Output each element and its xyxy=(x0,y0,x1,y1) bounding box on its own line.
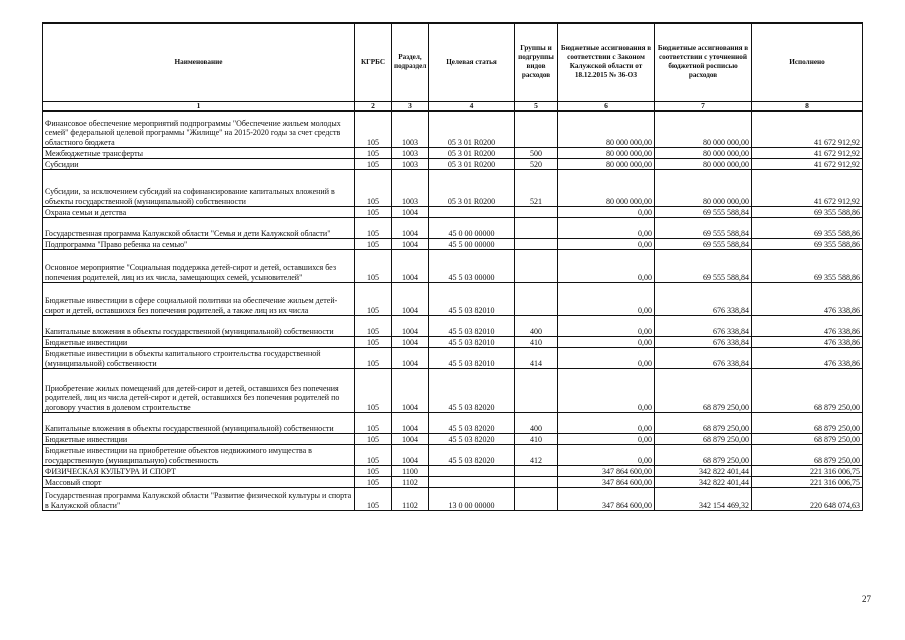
row-revised-allocation: 80 000 000,00 xyxy=(655,148,752,159)
row-revised-allocation: 676 338,84 xyxy=(655,316,752,337)
header-revised-allocation: Бюджетные ассигнования в соответствии с уточненной бюджетной росписью расходов xyxy=(655,23,752,101)
row-law-allocation: 0,00 xyxy=(558,316,655,337)
row-expense-type xyxy=(515,111,558,148)
row-target-article: 45 0 00 00000 xyxy=(429,218,515,239)
header-law-allocation: Бюджетные ассигнования в соответствии с Законом Калужской области от 18.12.2015 № 36-ОЗ xyxy=(558,23,655,101)
row-executed: 221 316 006,75 xyxy=(752,477,863,488)
row-target-article: 45 5 00 00000 xyxy=(429,239,515,250)
row-section: 1004 xyxy=(392,369,429,413)
row-kgrbs: 105 xyxy=(355,218,392,239)
column-number: 7 xyxy=(655,101,752,111)
row-revised-allocation: 80 000 000,00 xyxy=(655,170,752,207)
row-kgrbs: 105 xyxy=(355,413,392,434)
row-expense-type: 520 xyxy=(515,159,558,170)
row-kgrbs: 105 xyxy=(355,369,392,413)
row-executed: 68 879 250,00 xyxy=(752,434,863,445)
row-target-article: 45 5 03 82010 xyxy=(429,283,515,316)
row-target-article xyxy=(429,466,515,477)
row-expense-type: 500 xyxy=(515,148,558,159)
row-revised-allocation: 68 879 250,00 xyxy=(655,434,752,445)
row-law-allocation: 0,00 xyxy=(558,218,655,239)
row-kgrbs: 105 xyxy=(355,434,392,445)
row-target-article: 05 3 01 R0200 xyxy=(429,159,515,170)
row-expense-type xyxy=(515,488,558,511)
header-row xyxy=(43,23,863,101)
row-law-allocation: 80 000 000,00 xyxy=(558,170,655,207)
row-target-article: 45 5 03 82020 xyxy=(429,434,515,445)
column-number: 2 xyxy=(355,101,392,111)
row-law-allocation: 80 000 000,00 xyxy=(558,111,655,148)
row-section: 1003 xyxy=(392,170,429,207)
row-name: Приобретение жилых помещений для детей-сирот и детей, оставшихся без попечения родителей, лиц из числа детей-сирот и детей, оставшихся без попечения родителей по договору участия в долевом строительстве xyxy=(43,369,355,413)
row-name: Субсидии xyxy=(43,159,355,170)
row-expense-type: 410 xyxy=(515,337,558,348)
row-expense-type xyxy=(515,369,558,413)
row-expense-type xyxy=(515,239,558,250)
row-name: Финансовое обеспечение мероприятий подпрограммы "Обеспечение жильем молодых семей" федеральной целевой программы "Жилище" на 2015-2020 годы за счет средств областного бюджета xyxy=(43,111,355,148)
table-row xyxy=(43,159,863,170)
row-target-article xyxy=(429,477,515,488)
row-kgrbs: 105 xyxy=(355,159,392,170)
row-section: 1004 xyxy=(392,207,429,218)
table-row xyxy=(43,283,863,316)
row-law-allocation: 0,00 xyxy=(558,434,655,445)
row-name: Основное мероприятие "Социальная поддержка детей-сирот и детей, оставшихся без попечения родителей, лиц из их числа, замещающих семей, усыновителей" xyxy=(43,250,355,283)
row-law-allocation: 0,00 xyxy=(558,337,655,348)
row-executed: 69 355 588,86 xyxy=(752,250,863,283)
row-executed: 41 672 912,92 xyxy=(752,170,863,207)
row-revised-allocation: 69 555 588,84 xyxy=(655,218,752,239)
row-name: Государственная программа Калужской области "Семья и дети Калужской области" xyxy=(43,218,355,239)
row-revised-allocation: 68 879 250,00 xyxy=(655,369,752,413)
row-revised-allocation: 80 000 000,00 xyxy=(655,111,752,148)
row-kgrbs: 105 xyxy=(355,207,392,218)
column-number: 6 xyxy=(558,101,655,111)
row-revised-allocation: 69 555 588,84 xyxy=(655,207,752,218)
column-number: 8 xyxy=(752,101,863,111)
row-section: 1003 xyxy=(392,148,429,159)
row-name: Массовый спорт xyxy=(43,477,355,488)
row-kgrbs: 105 xyxy=(355,445,392,466)
row-law-allocation: 0,00 xyxy=(558,239,655,250)
row-expense-type: 414 xyxy=(515,348,558,369)
row-kgrbs: 105 xyxy=(355,111,392,148)
row-kgrbs: 105 xyxy=(355,316,392,337)
table-row xyxy=(43,337,863,348)
row-law-allocation: 347 864 600,00 xyxy=(558,477,655,488)
row-name: Бюджетные инвестиции xyxy=(43,434,355,445)
row-kgrbs: 105 xyxy=(355,466,392,477)
header-kgrbs: КГРБС xyxy=(355,23,392,101)
row-name: Субсидии, за исключением субсидий на софинансирование капитальных вложений в объекты государственной (муниципальной) собственности xyxy=(43,170,355,207)
row-kgrbs: 105 xyxy=(355,348,392,369)
row-name: Капитальные вложения в объекты государственной (муниципальной) собственности xyxy=(43,316,355,337)
row-name: Межбюджетные трансферты xyxy=(43,148,355,159)
table-row xyxy=(43,239,863,250)
row-kgrbs: 105 xyxy=(355,477,392,488)
row-kgrbs: 105 xyxy=(355,239,392,250)
row-target-article: 05 3 01 R0200 xyxy=(429,148,515,159)
row-revised-allocation: 676 338,84 xyxy=(655,337,752,348)
row-section: 1004 xyxy=(392,445,429,466)
table-row xyxy=(43,148,863,159)
row-revised-allocation: 69 555 588,84 xyxy=(655,239,752,250)
row-revised-allocation: 69 555 588,84 xyxy=(655,250,752,283)
row-target-article: 45 5 03 82010 xyxy=(429,316,515,337)
row-executed: 41 672 912,92 xyxy=(752,148,863,159)
column-number-row xyxy=(43,101,863,111)
row-section: 1004 xyxy=(392,218,429,239)
row-expense-type xyxy=(515,218,558,239)
row-name: Бюджетные инвестиции на приобретение объектов недвижимого имущества в государственную (муниципальную) собственность xyxy=(43,445,355,466)
table-row xyxy=(43,218,863,239)
row-executed: 476 338,86 xyxy=(752,283,863,316)
row-kgrbs: 105 xyxy=(355,283,392,316)
row-executed: 476 338,86 xyxy=(752,337,863,348)
row-target-article: 45 5 03 82020 xyxy=(429,445,515,466)
row-expense-type: 400 xyxy=(515,316,558,337)
row-expense-type: 410 xyxy=(515,434,558,445)
row-executed: 41 672 912,92 xyxy=(752,159,863,170)
row-revised-allocation: 80 000 000,00 xyxy=(655,159,752,170)
table-row xyxy=(43,316,863,337)
row-law-allocation: 0,00 xyxy=(558,369,655,413)
row-section: 1100 xyxy=(392,466,429,477)
page-number: 27 xyxy=(862,594,871,604)
column-number: 3 xyxy=(392,101,429,111)
column-number: 5 xyxy=(515,101,558,111)
row-law-allocation: 0,00 xyxy=(558,283,655,316)
row-name: Капитальные вложения в объекты государственной (муниципальной) собственности xyxy=(43,413,355,434)
row-executed: 69 355 588,86 xyxy=(752,218,863,239)
row-expense-type: 400 xyxy=(515,413,558,434)
row-kgrbs: 105 xyxy=(355,488,392,511)
row-name: Бюджетные инвестиции xyxy=(43,337,355,348)
row-section: 1004 xyxy=(392,239,429,250)
row-target-article: 45 5 03 82020 xyxy=(429,413,515,434)
row-expense-type xyxy=(515,466,558,477)
table-row xyxy=(43,170,863,207)
table-row xyxy=(43,348,863,369)
row-law-allocation: 347 864 600,00 xyxy=(558,466,655,477)
row-executed: 41 672 912,92 xyxy=(752,111,863,148)
row-expense-type xyxy=(515,477,558,488)
row-revised-allocation: 676 338,84 xyxy=(655,283,752,316)
row-kgrbs: 105 xyxy=(355,337,392,348)
row-law-allocation: 0,00 xyxy=(558,250,655,283)
row-name: Бюджетные инвестиции в сфере социальной политики на обеспечение жильем детей-сирот и детей, оставшихся без попечения родителей, а также лиц из их числа xyxy=(43,283,355,316)
header-target-article: Целевая статья xyxy=(429,23,515,101)
row-expense-type: 521 xyxy=(515,170,558,207)
row-target-article: 05 3 01 R0200 xyxy=(429,170,515,207)
row-executed: 221 316 006,75 xyxy=(752,466,863,477)
row-executed: 68 879 250,00 xyxy=(752,445,863,466)
row-section: 1004 xyxy=(392,348,429,369)
row-target-article: 45 5 03 82010 xyxy=(429,348,515,369)
row-section: 1003 xyxy=(392,159,429,170)
row-name: Подпрограмма "Право ребенка на семью" xyxy=(43,239,355,250)
table-row xyxy=(43,207,863,218)
header-section: Раздел, подраздел xyxy=(392,23,429,101)
row-law-allocation: 0,00 xyxy=(558,445,655,466)
table-row xyxy=(43,369,863,413)
table-row xyxy=(43,477,863,488)
table-row xyxy=(43,445,863,466)
row-kgrbs: 105 xyxy=(355,148,392,159)
row-revised-allocation: 342 154 469,32 xyxy=(655,488,752,511)
row-law-allocation: 0,00 xyxy=(558,413,655,434)
row-executed: 476 338,86 xyxy=(752,348,863,369)
row-name: Государственная программа Калужской области "Развитие физической культуры и спорта в Калужской области" xyxy=(43,488,355,511)
row-section: 1004 xyxy=(392,283,429,316)
row-revised-allocation: 342 822 401,44 xyxy=(655,477,752,488)
header-expense-type: Группы и подгруппы видов расходов xyxy=(515,23,558,101)
row-law-allocation: 0,00 xyxy=(558,207,655,218)
row-target-article: 05 3 01 R0200 xyxy=(429,111,515,148)
row-target-article: 45 5 03 82010 xyxy=(429,337,515,348)
row-section: 1004 xyxy=(392,434,429,445)
table-row xyxy=(43,250,863,283)
row-target-article: 45 5 03 00000 xyxy=(429,250,515,283)
table-row xyxy=(43,466,863,477)
row-name: Охрана семьи и детства xyxy=(43,207,355,218)
row-expense-type xyxy=(515,283,558,316)
row-executed: 68 879 250,00 xyxy=(752,369,863,413)
row-executed: 220 648 074,63 xyxy=(752,488,863,511)
header-name: Наименование xyxy=(43,23,355,101)
row-law-allocation: 347 864 600,00 xyxy=(558,488,655,511)
row-section: 1004 xyxy=(392,316,429,337)
row-section: 1004 xyxy=(392,250,429,283)
row-revised-allocation: 342 822 401,44 xyxy=(655,466,752,477)
row-section: 1004 xyxy=(392,337,429,348)
row-revised-allocation: 68 879 250,00 xyxy=(655,445,752,466)
row-section: 1004 xyxy=(392,413,429,434)
row-expense-type: 412 xyxy=(515,445,558,466)
row-executed: 476 338,86 xyxy=(752,316,863,337)
budget-report-page xyxy=(42,22,862,511)
row-section: 1102 xyxy=(392,488,429,511)
row-revised-allocation: 68 879 250,00 xyxy=(655,413,752,434)
row-name: ФИЗИЧЕСКАЯ КУЛЬТУРА И СПОРТ xyxy=(43,466,355,477)
table-row xyxy=(43,111,863,148)
table-row xyxy=(43,413,863,434)
row-law-allocation: 80 000 000,00 xyxy=(558,159,655,170)
row-expense-type xyxy=(515,250,558,283)
row-target-article xyxy=(429,207,515,218)
row-revised-allocation: 676 338,84 xyxy=(655,348,752,369)
row-law-allocation: 80 000 000,00 xyxy=(558,148,655,159)
budget-table xyxy=(42,22,863,511)
row-section: 1003 xyxy=(392,111,429,148)
row-section: 1102 xyxy=(392,477,429,488)
row-expense-type xyxy=(515,207,558,218)
row-executed: 68 879 250,00 xyxy=(752,413,863,434)
row-kgrbs: 105 xyxy=(355,250,392,283)
row-executed: 69 355 588,86 xyxy=(752,207,863,218)
table-row xyxy=(43,488,863,511)
row-executed: 69 355 588,86 xyxy=(752,239,863,250)
row-kgrbs: 105 xyxy=(355,170,392,207)
column-number: 1 xyxy=(43,101,355,111)
row-name: Бюджетные инвестиции в объекты капитального строительства государственной (муниципальной) собственности xyxy=(43,348,355,369)
table-row xyxy=(43,434,863,445)
row-target-article: 45 5 03 82020 xyxy=(429,369,515,413)
column-number: 4 xyxy=(429,101,515,111)
row-law-allocation: 0,00 xyxy=(558,348,655,369)
row-target-article: 13 0 00 00000 xyxy=(429,488,515,511)
header-executed: Исполнено xyxy=(752,23,863,101)
